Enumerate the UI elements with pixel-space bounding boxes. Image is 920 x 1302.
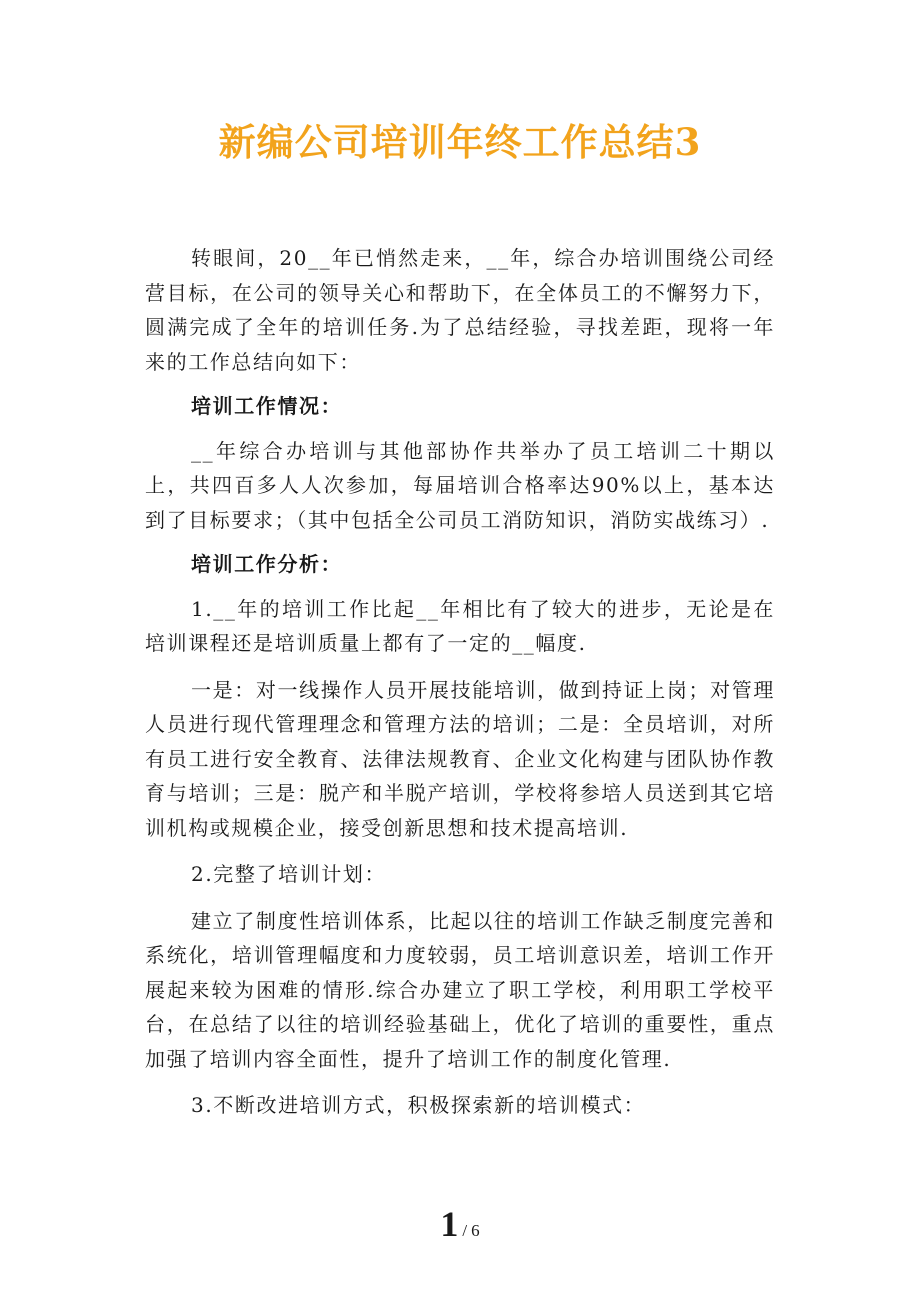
- page-separator: /: [462, 1221, 468, 1240]
- section-heading-training-status: 培训工作情况：: [191, 394, 343, 418]
- analysis-item-1: 1.__年的培训工作比起__年相比有了较大的进步，无论是在培训课程还是培训质量上都有了一定的__幅度.: [145, 596, 775, 655]
- training-status-paragraph: __年综合办培训与其他部协作共举办了员工培训二十期以上，共四百多人人次参加，每届培训合格率达90%以上，基本达到了目标要求；（其中包括全公司员工消防知识，消防实战练习）.: [145, 438, 775, 532]
- current-page-number: 1: [440, 1204, 459, 1244]
- document-body: [145, 241, 775, 1135]
- analysis-item-2-detail: 建立了制度性培训体系，比起以往的培训工作缺乏制度完善和系统化，培训管理幅度和力度较弱，员工培训意识差，培训工作开展起来较为困难的情形.综合办建立了职工学校，利用职工学校平台，在总结了以往的培训经验基础上，优化了培训的重要性，重点加强了培训内容全面性，提升了培训工作的制度化管理.: [145, 908, 775, 1071]
- analysis-item-2: 2.完整了培训计划：: [191, 862, 387, 886]
- intro-paragraph: 转眼间，20__年已悄然走来，__年，综合办培训围绕公司经营目标，在公司的领导关心和帮助下，在全体员工的不懈努力下，圆满完成了全年的培训任务.为了总结经验，寻找差距，现将一年来的工作总结向如下：: [145, 246, 775, 374]
- page-indicator: [0, 1203, 920, 1245]
- document-title: 新编公司培训年终工作总结3: [218, 120, 702, 164]
- section-heading-training-analysis: 培训工作分析：: [191, 552, 343, 576]
- analysis-item-3: 3.不断改进培训方式，积极探索新的培训模式：: [191, 1093, 646, 1117]
- total-pages: 6: [471, 1221, 480, 1240]
- analysis-item-1-detail: 一是：对一线操作人员开展技能培训，做到持证上岗；对管理人员进行现代管理理念和管理方法的培训；二是：全员培训，对所有员工进行安全教育、法律法规教育、企业文化构建与团队协作教育与培训；三是：脱产和半脱产培训，学校将参培人员送到其它培训机构或规模企业，接受创新思想和技术提高培训.: [145, 677, 775, 840]
